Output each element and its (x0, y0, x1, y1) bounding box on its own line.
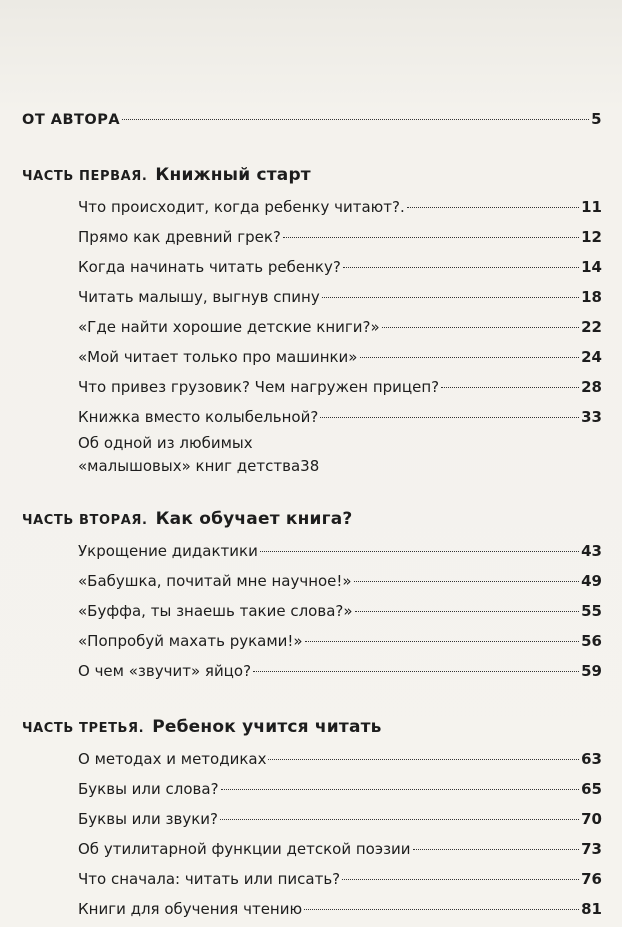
toc-entry (22, 402, 602, 432)
dot-leader (268, 759, 579, 760)
toc-entry (22, 252, 602, 282)
toc-page-number: 22 (581, 318, 602, 336)
dot-leader (441, 387, 579, 388)
toc-entry (22, 626, 602, 656)
part-heading (22, 710, 602, 744)
toc-entry-author (22, 104, 602, 134)
dot-leader (354, 581, 580, 582)
dot-leader (355, 611, 580, 612)
dot-leader (221, 789, 580, 790)
toc-entry-title: Прямо как древний грек? (78, 228, 281, 246)
dot-leader (342, 879, 579, 880)
toc-page-number: 81 (581, 900, 602, 918)
toc-entry-title: Что происходит, когда ребенку читают?. (78, 198, 405, 216)
toc-entry-title: О чем «звучит» яйцо? (78, 662, 252, 680)
toc-page-number: 70 (581, 810, 602, 828)
dot-leader (283, 237, 579, 238)
toc-entry (22, 372, 602, 402)
toc-entry (22, 894, 602, 924)
toc-entry-title-line1: Об одной из любимых (78, 434, 253, 452)
toc-entry (22, 744, 602, 774)
toc-page-number: 12 (581, 228, 602, 246)
part-heading (22, 158, 602, 192)
toc-entry-title: Что привез грузовик? Чем нагружен прицеп? (78, 378, 440, 396)
toc-entry-title-line2: «малышовых» книг детства (78, 457, 301, 475)
toc-entry (22, 192, 602, 222)
toc-page-number: 33 (581, 408, 602, 426)
dot-leader (407, 207, 579, 208)
part-label: ЧАСТЬ ТРЕТЬЯ. (22, 721, 145, 736)
toc-page-number: 59 (581, 662, 602, 680)
dot-leader (220, 819, 579, 820)
toc-entry-title: ОТ АВТОРА (22, 112, 121, 128)
part-name: Книжный старт (155, 165, 311, 185)
toc-page-number: 28 (581, 378, 602, 396)
toc-entry-title: Когда начинать читать ребенку? (78, 258, 341, 276)
toc-entry (22, 222, 602, 252)
toc-entry-title: Об утилитарной функции детской поэзии (78, 840, 411, 858)
part-name: Ребенок учится читать (152, 717, 382, 737)
toc-entry (22, 282, 602, 312)
toc-page-number: 24 (581, 348, 602, 366)
dot-leader (320, 417, 579, 418)
toc-entry-title: Буквы или слова? (78, 780, 219, 798)
toc-page-number: 65 (581, 780, 602, 798)
toc-entry-title: Книги для обучения чтению (78, 900, 303, 918)
dot-leader (305, 641, 580, 642)
toc-entry (22, 656, 602, 686)
toc-entry-title: «Попробуй махать руками!» (78, 632, 303, 650)
toc-page-number: 14 (581, 258, 602, 276)
toc-entry (22, 312, 602, 342)
toc-entry (22, 834, 602, 864)
dot-leader (413, 849, 580, 850)
dot-leader (304, 909, 579, 910)
part-label: ЧАСТЬ ВТОРАЯ. (22, 513, 148, 528)
toc-page-number: 56 (581, 632, 602, 650)
toc-page-number: 38 (300, 457, 320, 475)
dot-leader (360, 357, 580, 358)
toc-entry (22, 774, 602, 804)
dot-leader (253, 671, 579, 672)
toc-entry-title: Книжка вместо колыбельной? (78, 408, 319, 426)
toc-page-number: 73 (581, 840, 602, 858)
part-name: Как обучает книга? (155, 509, 353, 529)
toc-entry-title: «Бабушка, почитай мне научное!» (78, 572, 352, 590)
part-heading (22, 502, 602, 536)
toc-entry-title: Укрощение дидактики (78, 542, 258, 560)
dot-leader (122, 119, 589, 120)
toc-entry (22, 596, 602, 626)
toc-entry-title: Буквы или звуки? (78, 810, 218, 828)
part-label: ЧАСТЬ ПЕРВАЯ. (22, 169, 148, 184)
toc-entry-title: «Где найти хорошие детские книги?» (78, 318, 380, 336)
toc-entry-title: Читать малышу, выгнув спину (78, 288, 320, 306)
toc-page-number: 49 (581, 572, 602, 590)
toc-entry (22, 342, 602, 372)
dot-leader (343, 267, 579, 268)
toc-page-number: 43 (581, 542, 602, 560)
toc-page-number: 18 (581, 288, 602, 306)
toc-entry (22, 864, 602, 894)
toc-entry-title: О методах и методиках (78, 750, 267, 768)
toc-entry-title: Что сначала: читать или писать? (78, 870, 341, 888)
toc-entry (22, 566, 602, 596)
toc-entry-title: «Буффа, ты знаешь такие слова?» (78, 602, 353, 620)
toc-entry (22, 432, 602, 478)
toc-page-number: 11 (581, 198, 602, 216)
toc-page-number: 55 (581, 602, 602, 620)
dot-leader (322, 297, 579, 298)
toc-page-number: 5 (591, 110, 602, 128)
toc-entry-title: «Мой читает только про машинки» (78, 348, 358, 366)
dot-leader (382, 327, 579, 328)
toc-entry (22, 804, 602, 834)
dot-leader (260, 551, 579, 552)
table-of-contents (22, 104, 602, 924)
toc-page-number: 76 (581, 870, 602, 888)
toc-entry (22, 536, 602, 566)
toc-page-number: 63 (581, 750, 602, 768)
